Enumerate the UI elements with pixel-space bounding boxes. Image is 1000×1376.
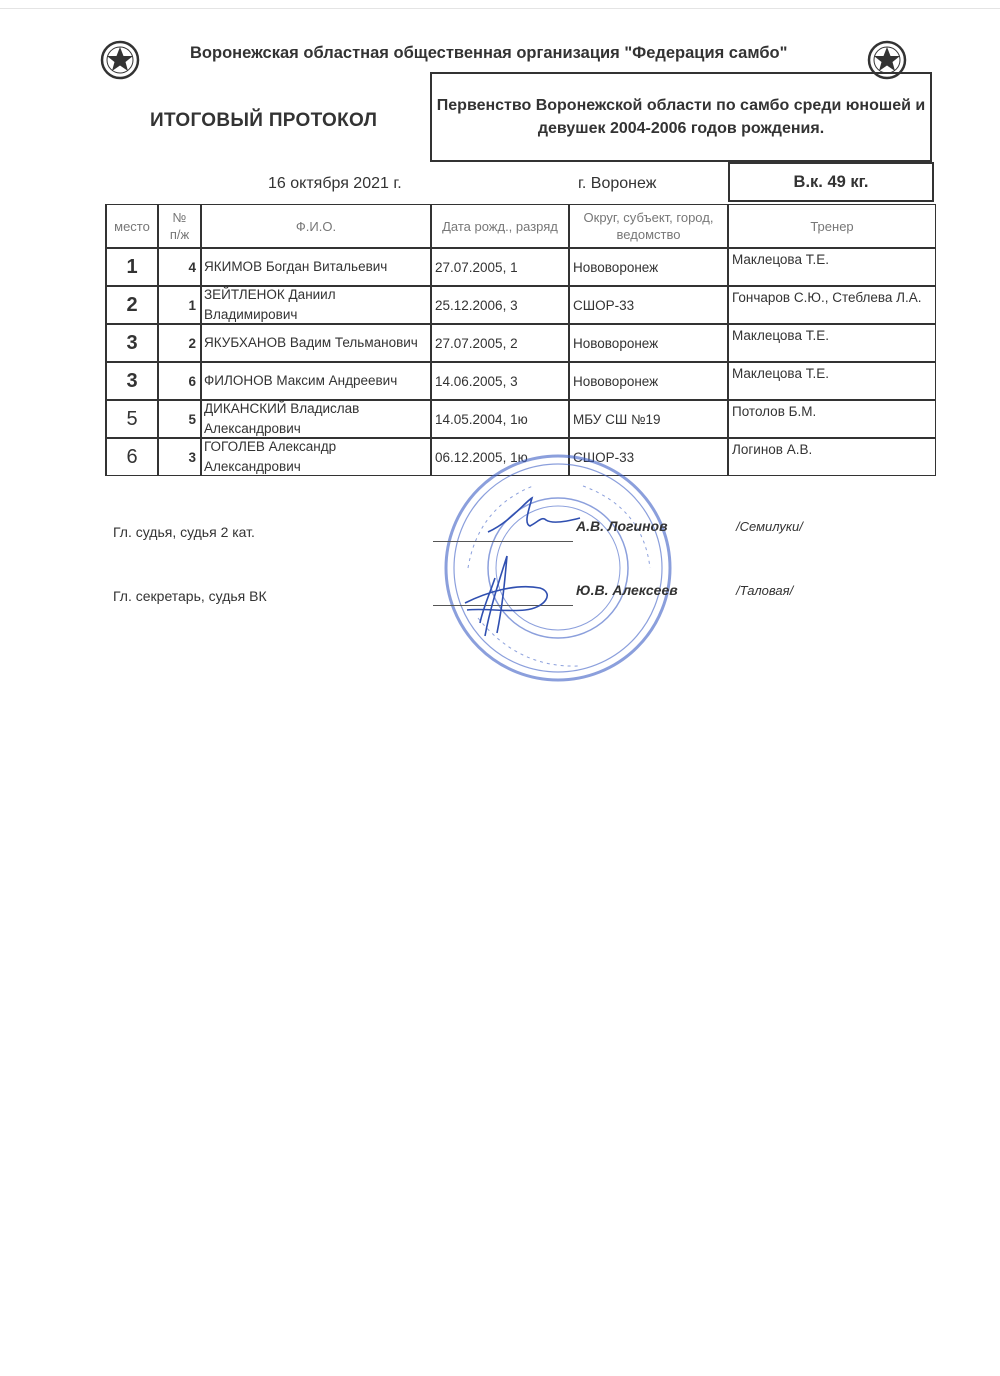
table-row [105,324,936,362]
column-header-number-line-2: п/ж [169,227,190,242]
organization-cell: СШОР-33 [569,438,728,476]
coach-cell: Потолов Б.М. [728,400,936,438]
place-cell: 6 [105,438,158,476]
chief-secretary-title: Гл. секретарь, судья ВК [113,588,267,604]
event-date: 16 октября 2021 г. [268,175,402,192]
weight-class-box: В.к. 49 кг. [728,162,934,202]
name-cell: ЯКИМОВ Богдан Витальевич [201,248,431,286]
place-cell: 5 [105,400,158,438]
championship-line-2: девушек 2004-2006 годов рождения. [537,120,825,137]
sambo-federation-logo-left-icon [100,40,140,80]
chief-judge-location: /Семилуки/ [736,519,803,534]
chief-secretary-signature-icon [445,548,565,643]
organization-name: Воронежская областная общественная организация "Федерация самбо" [190,44,788,62]
column-header-number [158,204,201,248]
place-cell: 1 [105,248,158,286]
number-cell: 5 [158,400,201,438]
name-cell: ЯКУБХАНОВ Вадим Тельманович [201,324,431,362]
coach-cell: Маклецова Т.Е. [728,362,936,400]
chief-secretary-name: Ю.В. Алексеев [576,582,678,598]
column-header-place: место [105,204,158,248]
table-row [105,400,936,438]
chief-secretary-location: /Таловая/ [736,583,794,598]
organization-cell: СШОР-33 [569,286,728,324]
column-header-organization-line-1: Округ, субъект, город, [583,210,714,225]
dob-cell: 06.12.2005, 1ю [431,438,569,476]
name-cell: ДИКАНСКИЙ Владислав Александрович [201,400,431,438]
championship-box [430,72,932,162]
column-header-organization [569,204,728,248]
chief-judge-title: Гл. судья, судья 2 кат. [113,524,255,540]
name-cell: ГОГОЛЕВ Александр Александрович [201,438,431,476]
column-header-dob: Дата рожд., разряд [431,204,569,248]
organization-cell: Нововоронеж [569,362,728,400]
coach-cell: Маклецова Т.Е. [728,324,936,362]
table-row [105,248,936,286]
dob-cell: 25.12.2006, 3 [431,286,569,324]
column-header-organization-line-2: ведомство [616,227,681,242]
number-cell: 2 [158,324,201,362]
document-title: ИТОГОВЫЙ ПРОТОКОЛ [150,110,378,131]
dob-cell: 27.07.2005, 1 [431,248,569,286]
table-row [105,362,936,400]
dob-cell: 14.06.2005, 3 [431,362,569,400]
number-cell: 3 [158,438,201,476]
place-cell: 3 [105,362,158,400]
organization-cell: Нововоронеж [569,324,728,362]
coach-cell: Маклецова Т.Е. [728,248,936,286]
dob-cell: 27.07.2005, 2 [431,324,569,362]
place-cell: 3 [105,324,158,362]
number-cell: 6 [158,362,201,400]
event-city: г. Воронеж [578,175,657,192]
chief-judge-signature-icon [480,492,590,542]
dob-cell: 14.05.2004, 1ю [431,400,569,438]
number-cell: 4 [158,248,201,286]
name-cell: ФИЛОНОВ Максим Андреевич [201,362,431,400]
championship-line-1: Первенство Воронежской области по самбо среди юношей и [436,97,926,114]
coach-cell: Логинов А.В. [728,438,936,476]
top-border-line [0,8,1000,9]
chief-judge-name: А.В. Логинов [576,518,668,534]
column-header-number-line-1: № [172,210,187,225]
organization-cell: Нововоронеж [569,248,728,286]
name-cell: ЗЕЙТЛЕНОК Даниил Владимирович [201,286,431,324]
table-row [105,286,936,324]
column-header-coach: Тренер [728,204,936,248]
coach-cell: Гончаров С.Ю., Стеблева Л.А. [728,286,936,324]
organization-cell: МБУ СШ №19 [569,400,728,438]
place-cell: 2 [105,286,158,324]
column-header-name: Ф.И.О. [201,204,431,248]
number-cell: 1 [158,286,201,324]
